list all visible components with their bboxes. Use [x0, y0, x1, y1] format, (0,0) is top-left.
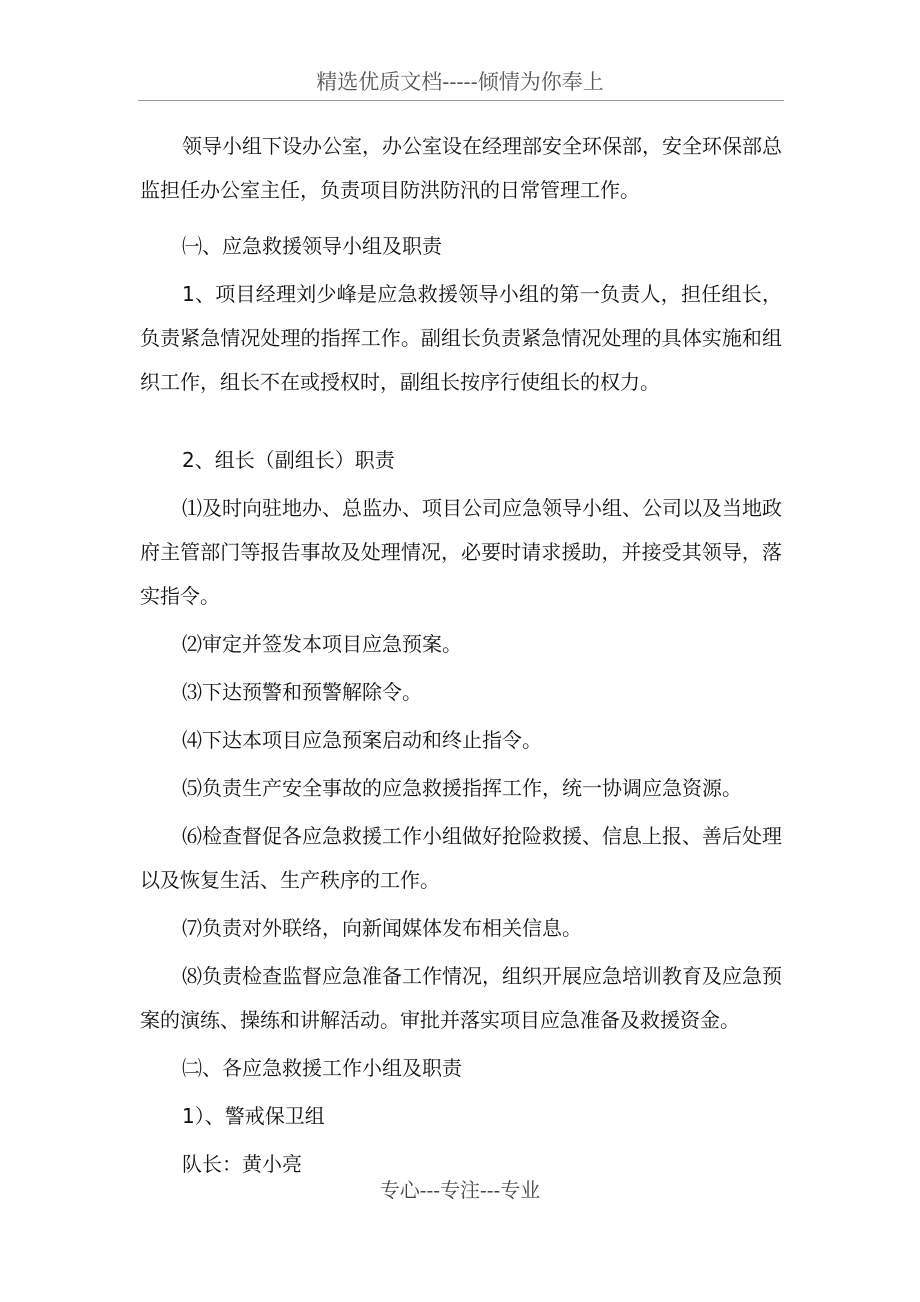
subheading-leader-duties: 2、组长（副组长）职责 — [182, 448, 395, 472]
duty-item-1: ⑴及时向驻地办、总监办、项目公司应急领导小组、公司以及当地政府主管部门等报告事故及处理情况，必要时请求援助，并接受其领导，落实指令。 — [140, 496, 782, 608]
paragraph-project-manager: 1、项目经理刘少峰是应急救援领导小组的第一负责人，担任组长，负责紧急情况处理的指挥工作。副组长负责紧急情况处理的具体实施和组织工作，组长不在或授权时，副组长按序行使组长的权力。 — [140, 282, 782, 394]
duty-item-6: ⑹检查督促各应急救援工作小组做好抢险救援、信息上报、善后处理以及恢复生活、生产秩序的工作。 — [140, 824, 782, 892]
paragraph-office: 领导小组下设办公室，办公室设在经理部安全环保部，安全环保部总监担任办公室主任，负责项目防洪防汛的日常管理工作。 — [140, 134, 782, 202]
duty-item-8: ⑻负责检查监督应急准备工作情况，组织开展应急培训教育及应急预案的演练、操练和讲解活动。审批并落实项目应急准备及救援资金。 — [140, 964, 782, 1032]
page-footer: 专心---专注---专业 — [379, 1178, 541, 1202]
duty-item-3: ⑶下达预警和预警解除令。 — [182, 680, 422, 704]
section-heading-leadership: ㈠、应急救援领导小组及职责 — [182, 234, 442, 258]
header-divider — [138, 100, 784, 101]
duty-item-7: ⑺负责对外联络，向新闻媒体发布相关信息。 — [182, 916, 582, 940]
duty-item-4: ⑷下达本项目应急预案启动和终止指令。 — [182, 728, 542, 752]
team-leader-line: 队长：黄小亮 — [182, 1152, 302, 1176]
duty-item-5: ⑸负责生产安全事故的应急救援指挥工作，统一协调应急资源。 — [182, 776, 742, 800]
subheading-security-group: 1）、警戒保卫组 — [182, 1104, 325, 1128]
duty-item-2: ⑵审定并签发本项目应急预案。 — [182, 632, 462, 656]
section-heading-work-groups: ㈡、各应急救援工作小组及职责 — [182, 1056, 462, 1080]
page-header: 精选优质文档-----倾情为你奉上 — [316, 70, 604, 94]
document-body — [140, 124, 782, 1190]
